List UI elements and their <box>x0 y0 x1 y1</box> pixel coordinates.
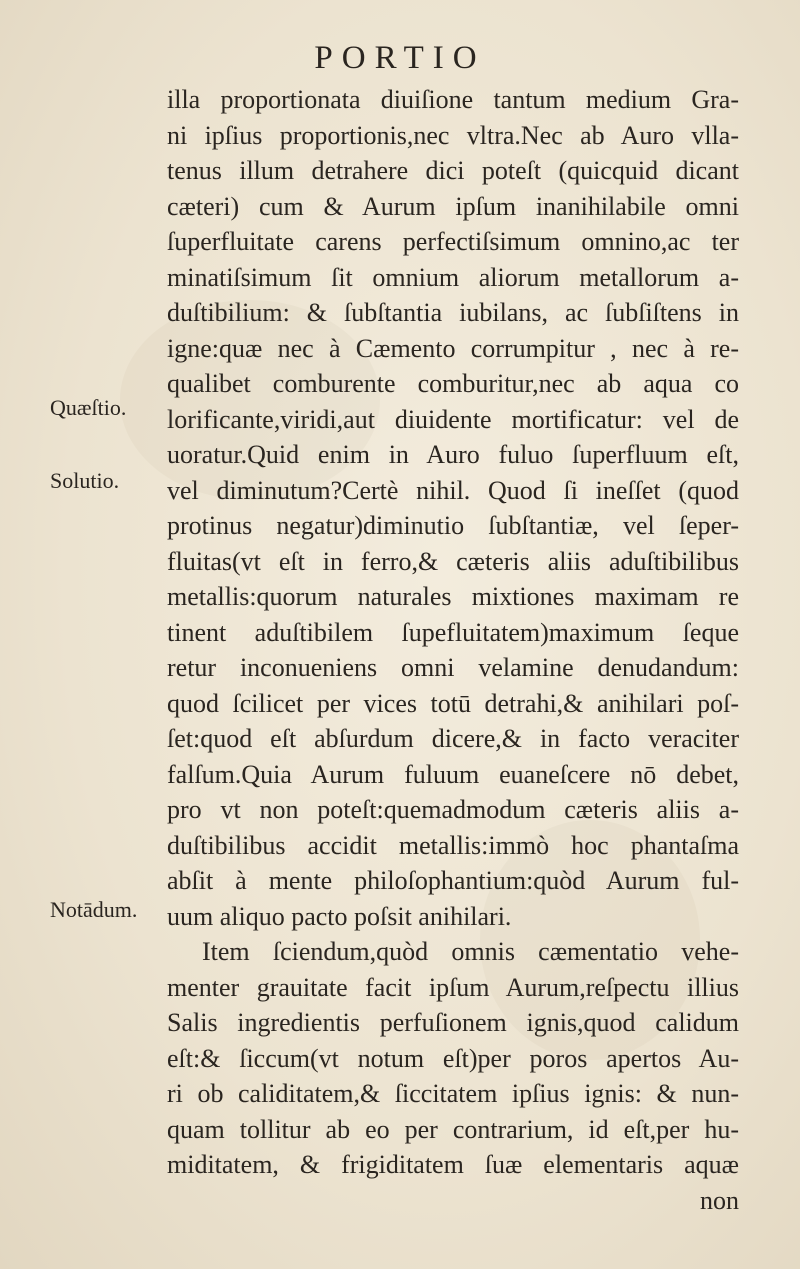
text-line: uum aliquo pacto poſsit anihilari. <box>167 901 512 931</box>
text-line: uoratur.Quid enim in Auro fuluo ſuperfluum eſt, <box>167 440 739 469</box>
text-line: menter grauitate facit ipſum Aurum,reſpectu illius <box>167 972 739 1002</box>
text-line: vel diminutum?Certè nihil. Quod ſi ineſſet (quod <box>167 475 739 505</box>
text-line: minatiſsimum ſit omnium aliorum metallorum a- <box>167 262 739 292</box>
catchword: non <box>700 1185 739 1215</box>
text-line: falſum.Quia Aurum fuluum euaneſcere nō debet, <box>167 759 739 789</box>
text-line: ſet:quod eſt abſurdum dicere,& in facto veraciter <box>167 724 739 753</box>
text-line: ni ipſius proportionis,nec vltra.Nec ab Auro vlla- <box>167 120 739 150</box>
text-line: tenus illum detrahere dici poteſt (quicquid dicant <box>167 156 739 185</box>
text-line: tinent aduſtibilem ſupefluitatem)maximum ſeque <box>167 617 739 647</box>
text-line: duſtibilibus accidit metallis:immò hoc phantaſma <box>167 830 739 860</box>
text-line: abſit à mente philoſophantium:quòd Aurum ful- <box>167 866 739 895</box>
text-line: cæteri) cum & Aurum ipſum inanihilabile omni <box>167 191 739 221</box>
text-line: quod ſcilicet per vices totū detrahi,& anihilari poſ- <box>167 688 739 718</box>
text-line: fluitas(vt eſt in ferro,& cæteris aliis aduſtibilibus <box>167 546 739 576</box>
text-line: eſt:& ſiccum(vt notum eſt)per poros apertos Au- <box>167 1043 739 1073</box>
margin-note-notandum: Notādum. <box>50 897 138 922</box>
text-line: ri ob caliditatem,& ſiccitatem ipſius ignis: & nun- <box>167 1079 739 1108</box>
margin-note-quaestio: Quæſtio. <box>50 395 127 420</box>
text-line: duſtibilium: & ſubſtantia iubilans, ac ſubſiſtens in <box>167 298 739 327</box>
text-line: Item ſciendum,quòd omnis cæmentatio vehe- <box>202 937 739 966</box>
text-line: retur inconueniens omni velamine denudandum: <box>167 653 739 682</box>
text-line: ſuperfluitate carens perfectiſsimum omnino,ac ter <box>167 227 739 256</box>
text-line: lorificante,viridi,aut diuidente mortificatur: vel de <box>167 404 739 434</box>
running-title: PORTIO <box>314 40 486 76</box>
text-line: igne:quæ nec à Cæmento corrumpitur , nec à re- <box>167 333 739 363</box>
text-line: illa proportionata diuiſione tantum medium Gra- <box>167 85 739 114</box>
text-line: pro vt non poteſt:quemadmodum cæteris aliis a- <box>167 795 739 824</box>
text-line: metallis:quorum naturales mixtiones maximam re <box>167 582 739 611</box>
margin-note-solutio: Solutio. <box>50 468 120 493</box>
text-line: protinus negatur)diminutio ſubſtantiæ, vel ſeper- <box>167 511 739 540</box>
text-line: qualibet comburente comburitur,nec ab aqua co <box>167 369 739 398</box>
text-line: miditatem, & frigiditatem ſuæ elementaris aquæ <box>167 1150 739 1179</box>
text-line: Salis ingredientis perfuſionem ignis,quod calidum <box>167 1008 739 1037</box>
text-line: quam tollitur ab eo per contrarium, id eſt,per hu- <box>167 1114 739 1144</box>
main-text-block <box>167 82 739 1218</box>
